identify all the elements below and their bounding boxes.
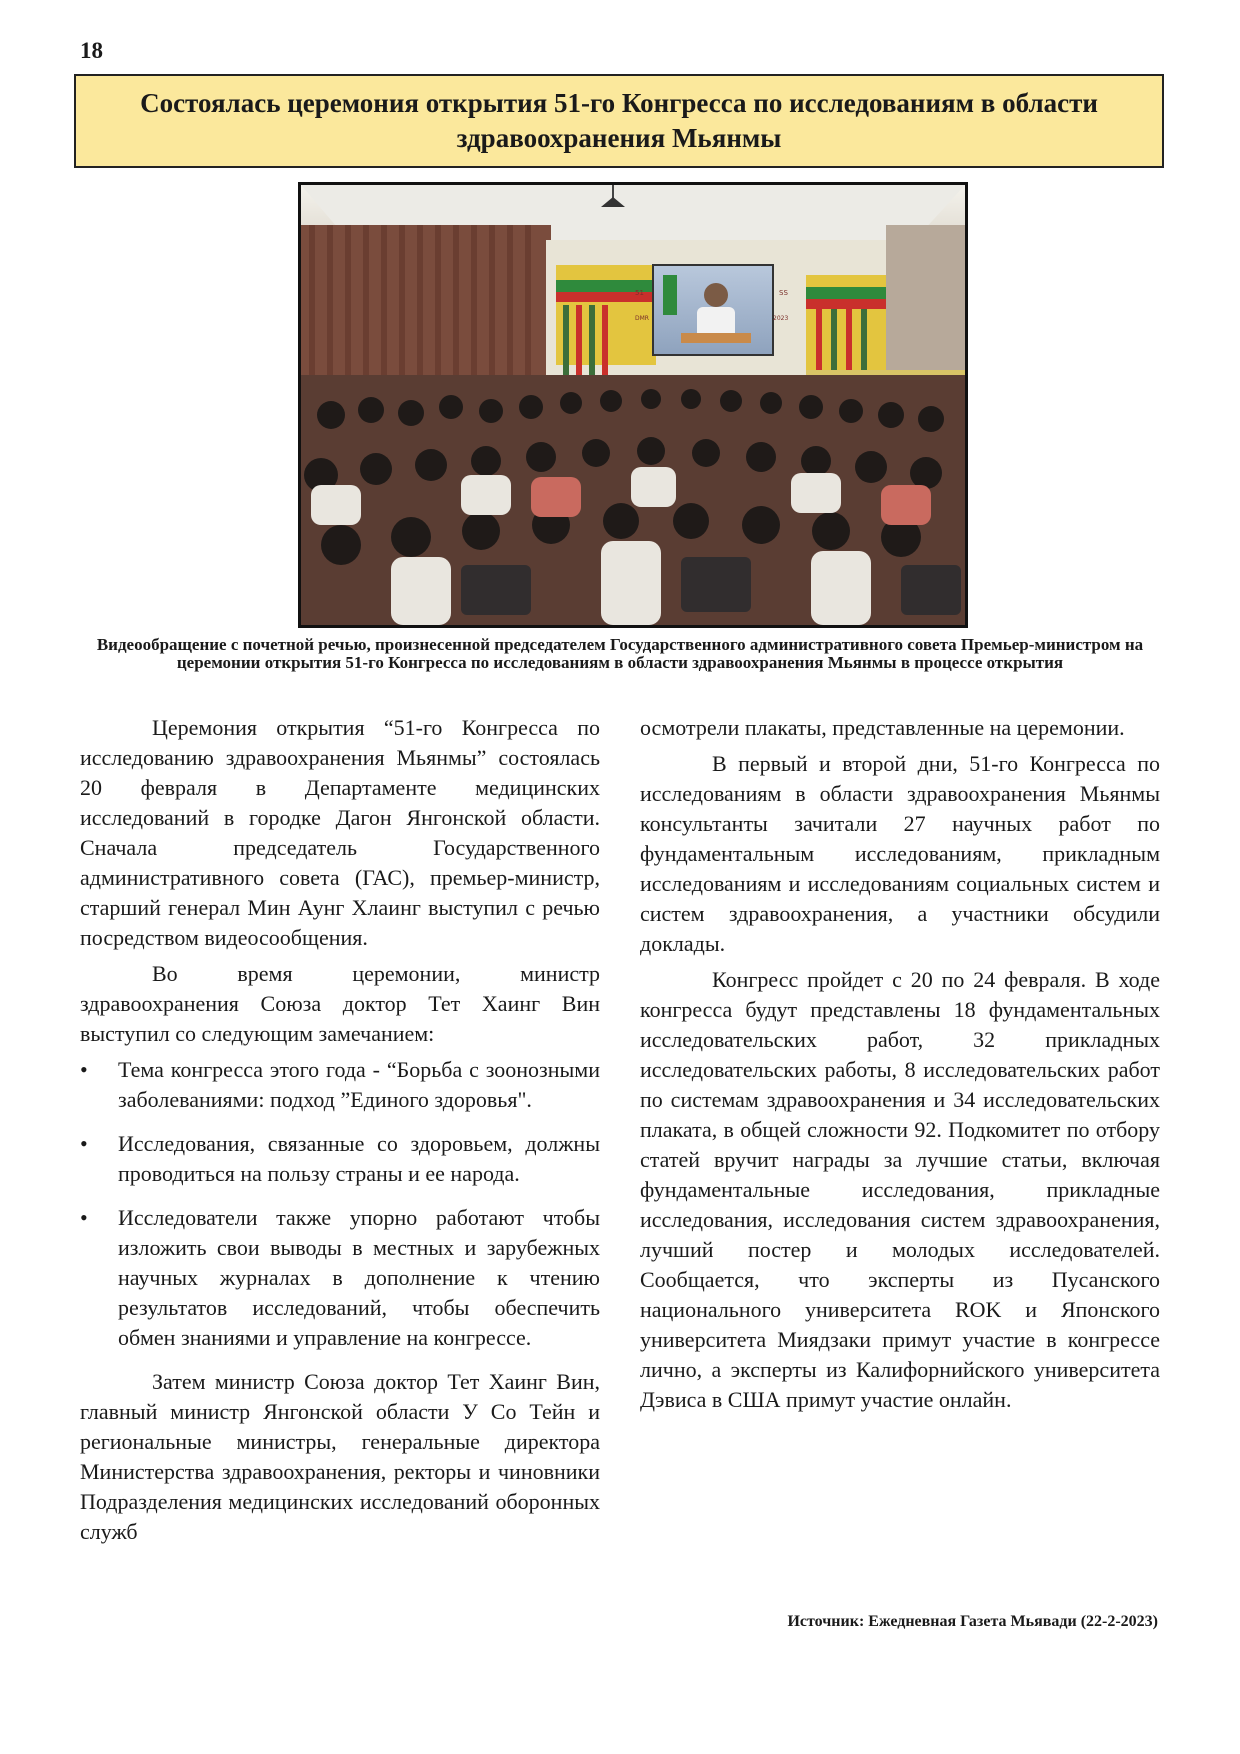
article-right-column bbox=[640, 713, 1160, 1421]
conference-photo bbox=[298, 182, 968, 628]
conference-hall-illustration bbox=[301, 185, 965, 625]
bullet-icon: • bbox=[80, 1131, 88, 1156]
backdrop-text-dmr: DMR bbox=[635, 315, 649, 322]
headline: Состоялась церемония открытия 51-го Конгресса по исследованиям в области здравоохранения Мьянмы bbox=[140, 88, 1098, 153]
paragraph: Во время церемонии, министр здравоохранения Союза доктор Тет Хаинг Вин выступил со следующим замечанием: bbox=[80, 961, 600, 1046]
bullet-icon: • bbox=[80, 1057, 88, 1082]
bullet-item: • Исследователи также упорно работают чтобы изложить свои выводы в местных и зарубежных научных журналах в дополнение к чтению результатов исследований, чтобы обеспечить обмен знаниями и управление на конгрессе. bbox=[80, 1205, 600, 1350]
paragraph: Конгресс пройдет с 20 по 24 февраля. В ходе конгресса будут представлены 18 фундаментальных исследовательских работ, 32 прикладных исследовательских работы, 8 исследовательских работ по системам здравоохранения и 34 исследовательских плаката, в общей сложности 92. Подкомитет по отбору статей вручит награды за лучшие статьи, включая фундаментальные исследования, прикладные исследования, исследования систем здравоохранения, лучший постер и молодых исследователей. Сообщается, что эксперты из Пусанского национального университета ROK и Японского университета Миядзаки примут участие в конгрессе лично, а эксперты из Калифорнийского университета Дэвиса в США примут участие онлайн. bbox=[640, 967, 1160, 1412]
article-left-column bbox=[80, 713, 600, 1553]
page-number: 18 bbox=[80, 38, 103, 63]
headline-box bbox=[74, 74, 1164, 168]
backdrop-text-51: 51 bbox=[635, 289, 644, 297]
photo-caption: Видеообращение с почетной речью, произнесенной председателем Государственного административного совета Премьер-министром на церемонии открытия 51-го Конгресса по исследованиям в области здравоохранения Мьянмы в процессе открытия bbox=[96, 635, 1144, 672]
bullet-list bbox=[80, 1055, 600, 1353]
paragraph: В первый и второй дни, 51-го Конгресса по исследованиям в области здравоохранения Мьянмы консультанты зачитали 27 научных работ по фундаментальным исследованиям, прикладным исследованиям и исследованиям социальных систем и систем здравоохранения, а участники обсудили доклады. bbox=[640, 751, 1160, 956]
paragraph: осмотрели плакаты, представленные на церемонии. bbox=[640, 715, 1125, 740]
bullet-icon: • bbox=[80, 1205, 88, 1230]
bullet-item: • Исследования, связанные со здоровьем, должны проводиться на пользу страны и ее народа. bbox=[80, 1131, 600, 1186]
source-credit: Источник: Ежедневная Газета Мьявади (22-2-2023) bbox=[787, 1613, 1158, 1630]
bullet-item: • Тема конгресса этого года - “Борьба с зоонозными заболеваниями: подход ”Единого здоровья". bbox=[80, 1057, 600, 1112]
backdrop-text-2023: 2023 bbox=[773, 315, 789, 322]
paragraph: Затем министр Союза доктор Тет Хаинг Вин, главный министр Янгонской области У Со Тейн и региональные министры, генеральные директора Министерства здравоохранения, ректоры и чиновники Подразделения медицинских исследований оборонных служб bbox=[80, 1369, 600, 1544]
backdrop-text-ss: SS bbox=[779, 289, 788, 297]
paragraph: Церемония открытия “51-го Конгресса по исследованию здравоохранения Мьянмы” состоялась 20 февраля в Департаменте медицинских исследований в городке Дагон Янгонской области. Сначала председатель Государственного административного совета (ГАС), премьер-министр, старший генерал Мин Аунг Хлаинг выступил с речью посредством видеосообщения. bbox=[80, 715, 600, 950]
